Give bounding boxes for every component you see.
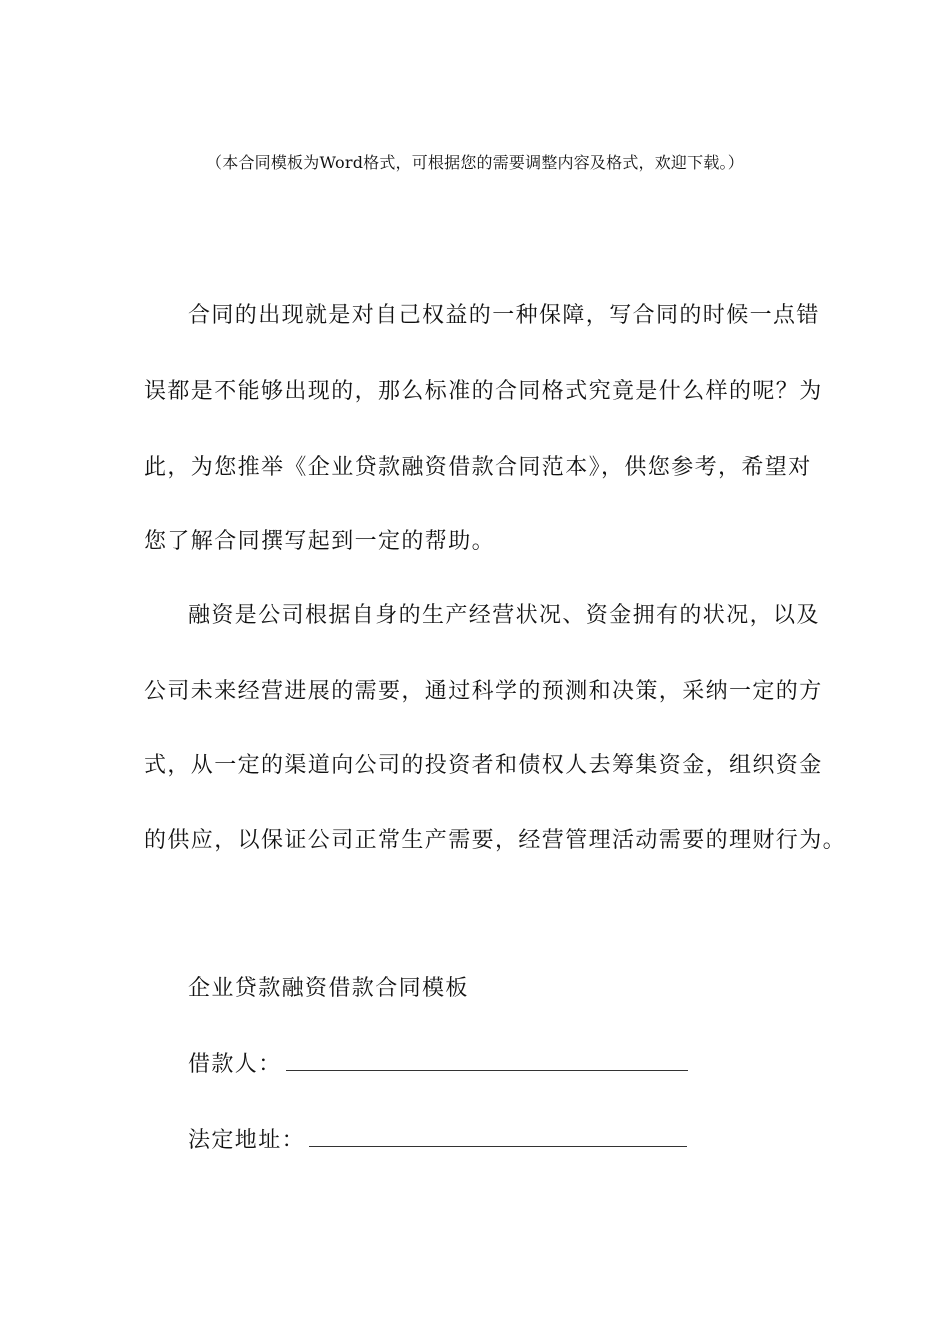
contract-title: 企业贷款融资借款合同模板 [188,976,469,1001]
paragraph-line: 融资是公司根据自身的生产经营状况、资金拥有的状况，以及 [188,603,820,628]
legal-address-field [188,1123,687,1154]
legal-address-blank-line[interactable] [309,1130,687,1147]
legal-address-label: 法定地址： [188,1128,306,1153]
header-note: （本合同模板为Word格式，可根据您的需要调整内容及格式，欢迎下载。） [206,153,744,172]
paragraph-line: 误都是不能够出现的，那么标准的合同格式究竟是什么样的呢？为 [144,379,823,404]
paragraph-line: 此，为您推举《企业贷款融资借款合同范本》，供您参考，希望对 [144,455,812,480]
paragraph-line: 您了解合同撰写起到一定的帮助。 [144,529,496,554]
borrower-field [188,1047,688,1078]
paragraph-line: 合同的出现就是对自己权益的一种保障，写合同的时候一点错 [188,303,820,328]
paragraph-line: 公司未来经营进展的需要，通过科学的预测和决策，采纳一定的方 [144,679,823,704]
borrower-label: 借款人： [188,1052,282,1077]
borrower-blank-line[interactable] [286,1054,688,1071]
paragraph-line: 的供应，以保证公司正常生产需要，经营管理活动需要的理财行为。 [144,828,847,853]
paragraph-line: 式，从一定的渠道向公司的投资者和债权人去筹集资金，组织资金 [144,753,823,778]
